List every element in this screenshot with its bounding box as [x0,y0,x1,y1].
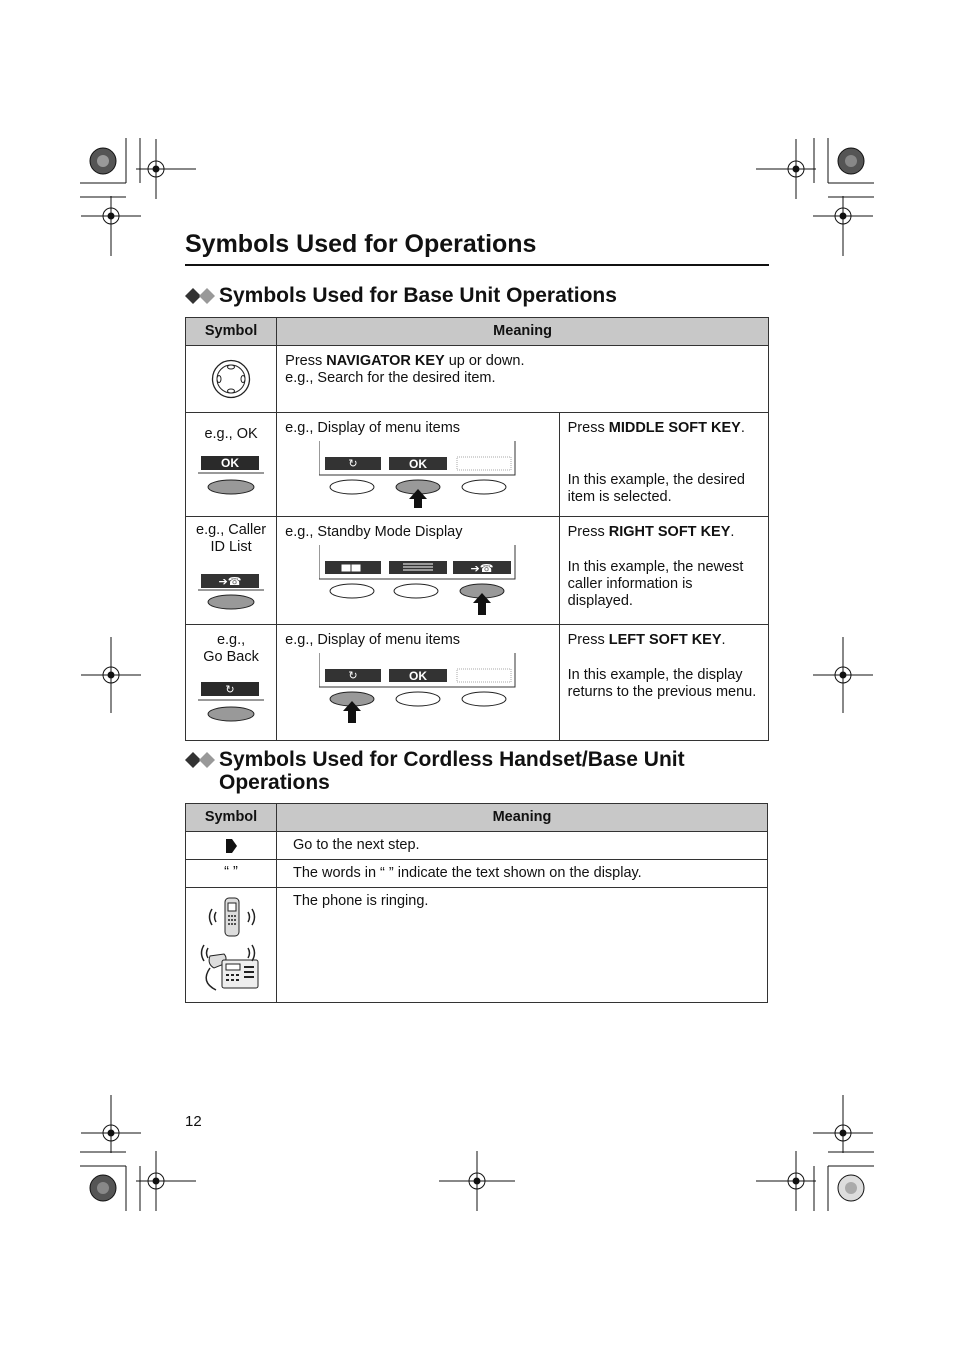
diamond-bullets-icon [185,284,219,307]
symbol-cell [186,888,277,1003]
quote-symbol-cell: “ ” [186,860,277,888]
menu-display-diagram [319,441,539,509]
page-title: Symbols Used for Operations [185,228,769,266]
table-row [186,413,769,517]
column-header-symbol: Symbol [186,318,277,346]
svg-text:➔☎: ➔☎ [218,575,242,588]
meaning-cell: The words in “ ” indicate the text shown on the display. [277,860,768,888]
diamond-bullets-icon [185,748,219,771]
svg-text:OK: OK [409,457,428,471]
display-cell: e.g., Standby Mode Display ➔☎ [277,517,559,625]
navigator-key-icon [211,359,251,399]
table-row [186,888,768,1003]
table-row [186,346,769,413]
table-header-row [186,318,769,346]
table-row [186,860,768,888]
table-header-row [186,804,768,832]
table-row [186,832,768,860]
svg-text:↻: ↻ [348,457,358,470]
meaning-cell: The phone is ringing. [277,888,768,1003]
table-row [186,517,769,625]
base-unit-symbols-table [185,317,769,741]
symbol-cell: e.g., Caller ID List ➔☎ [186,517,277,625]
symbol-cell: e.g., OK OK [186,413,277,517]
symbol-cell: e.g., Go Back ↻ [186,625,277,741]
action-cell: Press LEFT SOFT KEY. In this example, the display returns to the previous menu. [559,625,768,741]
table-row [186,625,769,741]
next-step-arrow-icon [224,836,238,856]
column-header-meaning: Meaning [277,804,768,832]
display-cell: e.g., Display of menu items ↻ OK [277,625,559,741]
svg-text:➔☎: ➔☎ [470,562,494,575]
svg-text:↻: ↻ [348,669,358,682]
standby-display-diagram [319,545,539,617]
display-cell: e.g., Display of menu items ↻ OK [277,413,559,517]
cordless-symbols-table [185,803,768,1003]
svg-text:OK: OK [221,456,240,470]
page-number: 12 [185,1113,202,1130]
column-header-symbol: Symbol [186,804,277,832]
svg-text:↻: ↻ [225,683,235,696]
action-cell: Press MIDDLE SOFT KEY. In this example, the desired item is selected. [559,413,768,517]
ok-soft-key-icon [198,453,264,501]
section-heading-base-unit: Symbols Used for Base Unit Operations [185,284,617,307]
symbol-cell [186,832,277,860]
symbol-cell [186,346,277,413]
menu-display-diagram [319,653,539,725]
go-back-soft-key-icon [198,680,264,728]
action-cell: Press RIGHT SOFT KEY. In this example, the newest caller information is displayed. [559,517,768,625]
meaning-cell: Press NAVIGATOR KEY up or down. e.g., Search for the desired item. [277,346,769,413]
caller-id-soft-key-icon [198,572,264,612]
section-heading-cordless: Symbols Used for Cordless Handset/Base Unit Operations [185,748,685,794]
phone-ringing-icon [196,894,266,998]
column-header-meaning: Meaning [277,318,769,346]
svg-text:OK: OK [409,669,428,683]
meaning-cell: Go to the next step. [277,832,768,860]
